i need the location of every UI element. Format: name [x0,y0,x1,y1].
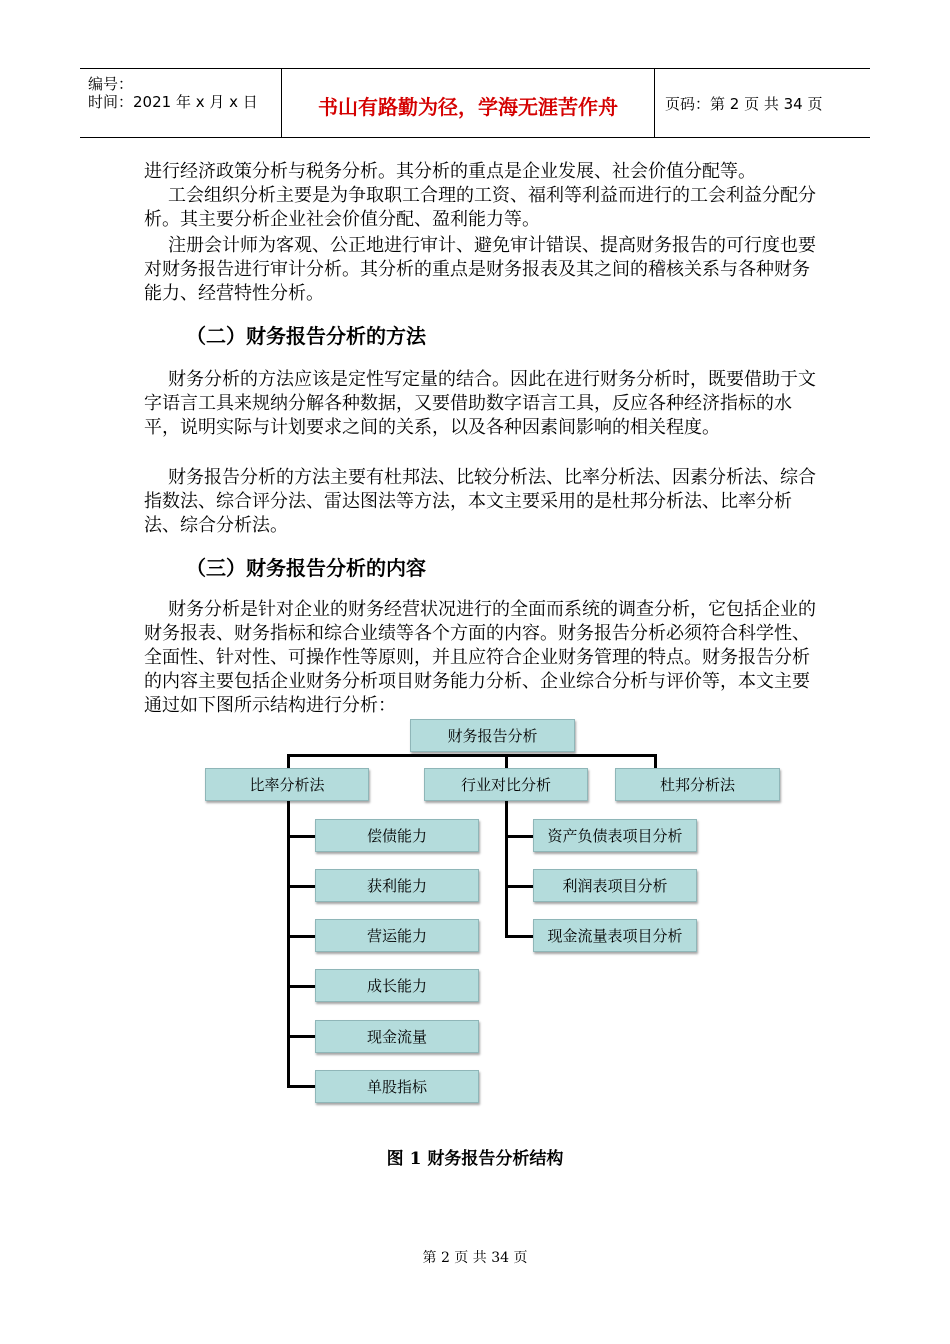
connector-branch [287,885,316,888]
motto: 书山有路勤为径，学海无涯苦作舟 [318,95,618,119]
connector-branch [505,835,533,838]
connector-branch [287,1085,316,1088]
header-left-cell [80,69,281,137]
node-ratio-child: 营运能力 [315,919,479,952]
connector-branch [287,985,316,988]
paragraph-2: 工会组织分析主要是为争取职工合理的工资、福利等利益而进行的工会利益分配分析。其主要分析企业社会价值分配、盈利能力等。 [144,185,816,230]
node-ratio-child: 偿债能力 [315,819,479,852]
node-ratio-child: 单股指标 [315,1070,479,1103]
node-industry-child: 利润表项目分析 [533,869,697,902]
connector-branch [287,835,316,838]
node-ratio-child: 获利能力 [315,869,479,902]
number-label: 编号： [88,75,134,93]
node-industry-child: 资产负债表项目分析 [533,819,697,852]
section-heading-methods: （二）财务报告分析的方法 [186,324,426,348]
page-footer: 第 2 页 共 34 页 [422,1250,528,1266]
node-ratio-analysis: 比率分析法 [205,768,369,801]
paragraph-1: 进行经济政策分析与税务分析。其分析的重点是企业发展、社会价值分配等。 [144,161,756,182]
connector-branch [287,935,316,938]
section-heading-content: （三）财务报告分析的内容 [186,556,426,580]
page-number-label: 页码：第 2 页 共 34 页 [665,95,823,113]
node-industry-child: 现金流量表项目分析 [533,919,697,952]
paragraph-6: 财务分析是针对企业的财务经营状况进行的全面而系统的调查分析，它包括企业的财务报表、财务指标和综合业绩等各个方面的内容。财务报告分析必须符合科学性、全面性、针对性、可操作性等原则，并且应符合企业财务管理的特点。财务报告分析的内容主要包括企业财务分析项目财务能力分析、企业综合分析与评价等，本文主要通过如下图所示结构进行分析： [144,599,816,716]
date-label: 时间：2021 年 x 月 x 日 [88,93,258,111]
node-ratio-child: 现金流量 [315,1020,479,1053]
node-root: 财务报告分析 [410,719,575,752]
connector-branch [505,885,533,888]
node-industry-comparison: 行业对比分析 [424,768,588,801]
connector-industry-spine [505,800,508,937]
connector-ratio-drop [287,754,290,768]
connector-branch [505,935,533,938]
node-ratio-child: 成长能力 [315,969,479,1002]
figure-caption: 图 1 财务报告分析结构 [386,1149,564,1169]
node-dupont-analysis: 杜邦分析法 [615,768,780,801]
connector-top-bar [287,754,657,757]
paragraph-4: 财务分析的方法应该是定性写定量的结合。因此在进行财务分析时，既要借助于文字语言工具来规纳分解各种数据，又要借助数字语言工具，反应各种经济指标的水平，说明实际与计划要求之间的关系，以及各种因素间影响的相关程度。 [144,369,816,438]
paragraph-3: 注册会计师为客观、公正地进行审计、避免审计错误、提高财务报告的可行度也要对财务报告进行审计分析。其分析的重点是财务报表及其之间的稽核关系与各种财务能力、经营特性分析。 [144,235,816,304]
connector-dupont-drop [654,754,657,768]
paragraph-5: 财务报告分析的方法主要有杜邦法、比较分析法、比率分析法、因素分析法、综合指数法、综合评分法、雷达图法等方法，本文主要采用的是杜邦分析法、比率分析法、综合分析法。 [144,467,816,536]
header-center-cell [281,69,655,137]
connector-industry-drop [505,754,508,768]
page-header [80,68,870,138]
connector-branch [287,1035,316,1038]
connector-ratio-spine [287,800,290,1088]
